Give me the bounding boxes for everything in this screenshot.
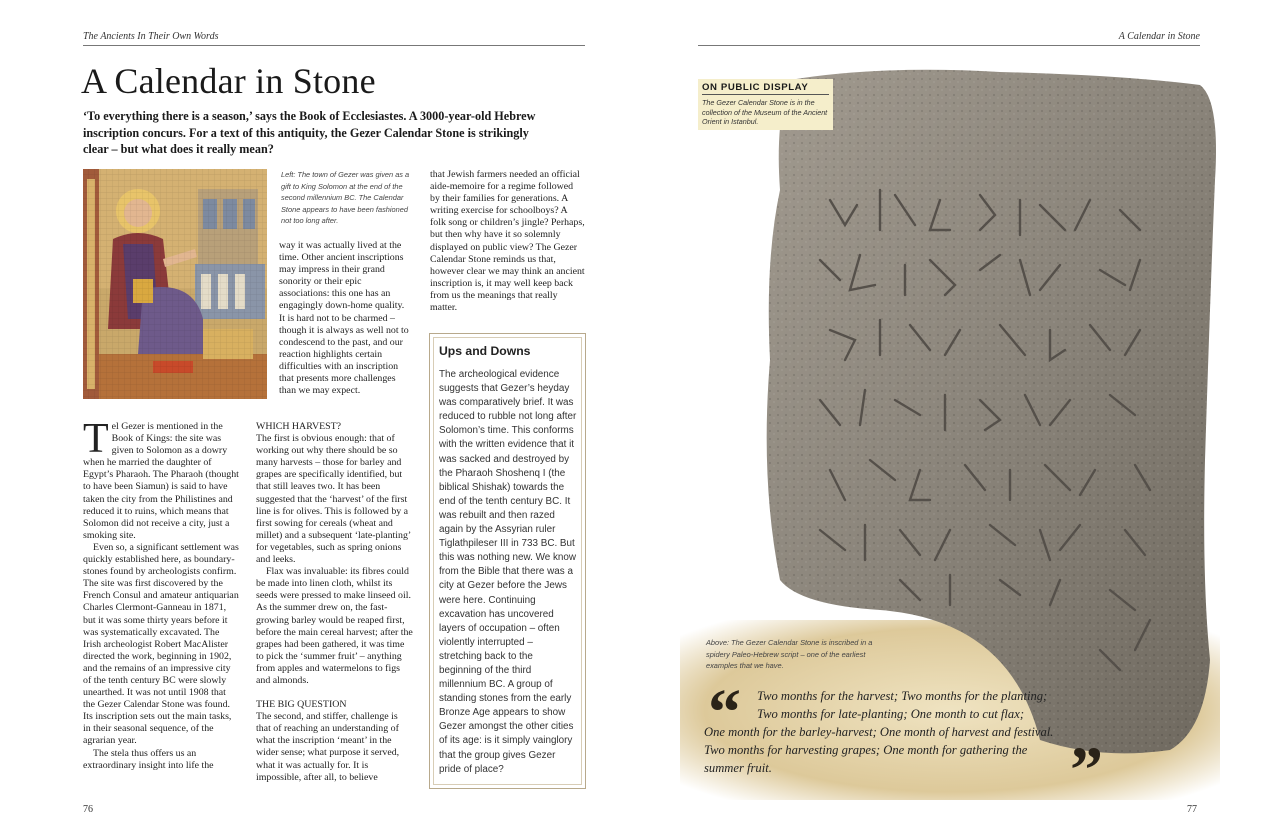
quote-line-2: Two months for late-planting; One month to cut flax; xyxy=(757,707,1025,721)
page-number-right: 77 xyxy=(1187,804,1197,815)
stone-caption: Above: The Gezer Calendar Stone is inscribed in a spidery Paleo-Hebrew script – one of the earliest examples that we have. xyxy=(706,638,873,670)
quote-line-3: One month for the barley-harvest; One month of harvest and festival. xyxy=(704,725,1054,739)
body-paragraph: Tel Gezer is mentioned in the Book of Kings: the site was given to Solomon as a dowry when he married the daughter of Egypt’s Pharaoh. The Pharaoh (thought to have been Siamun) is said to have taken the city from the Philistines and reduced it to ruins, which means that Solomon did not receive a city, just a smoking site. xyxy=(83,416,239,541)
header-rule-left xyxy=(83,45,585,46)
sidebar-ups-and-downs xyxy=(429,333,586,789)
body-paragraph: Even so, a significant settlement was quickly established here, as boundary-stones found by archeologists confirm. The site was first discovered by the French Consul and amateur antiquarian Charles Clermont-Ganneau in 1871, but it was some thirty years before it was systematically excavated. The Irish archeologist Robert MacAlister directed the work, beginning in 1902, and the remains of an impressive city of the tenth century BC were slowly unearthed. It was not until 1908 that the Gezer Calendar Stone was found. Its inscription sets out the main tasks, in their seasonal sequence, of the agrarian year. xyxy=(83,541,239,747)
header-rule-right xyxy=(698,45,1200,46)
body-paragraph: The stela thus offers us an extraordinary insight into life the xyxy=(83,747,214,771)
open-quote-mark: “ xyxy=(708,676,741,749)
body-paragraph: way it was actually lived at the time. Other ancient inscriptions may impress in their grand sonority or their epic associations: this one has an engagingly down-home quality. It is hard not to be charmed – though it is always as well not to condescend to the past, and our reaction highlights certain difficulties with an inscription that presents more challenges than we may expect. xyxy=(279,240,409,397)
sidebar-text: The archeological evidence suggests that Gezer’s heyday was comparatively brief. It was reduced to rubble not long after Solomon’s time. This conforms with the written evidence that it was sacked and destroyed by the Pharaoh Shoshenq I (the biblical Shishak) towards the end of the tenth century BC. It was rebuilt and then razed again by the Assyrian ruler Tiglathpileser III in 733 BC. But this was nothing new. We know from the Bible that there was a city at Gezer before the Jews were here. Continuing excavation has uncovered layers of occupation – often violently interrupted – stretching back to the beginning of the third millennium BC. A group of standing stones from the early Bronze Age appears to show Gezer amongst the other cities of its age: is it simply vainglory that the group gives Gezer pride of place? xyxy=(439,369,577,775)
section-heading-big-question: THE BIG QUESTION xyxy=(256,699,347,711)
sidebar-title: Ups and Downs xyxy=(439,344,531,358)
quote-line-5: summer fruit. xyxy=(704,761,772,775)
body-col2-top xyxy=(279,240,412,397)
quote-line-4: Two months for harvesting grapes; One month for gathering the xyxy=(704,743,1028,757)
section-heading-which-harvest: WHICH HARVEST? xyxy=(256,421,342,432)
page-title: A Calendar in Stone xyxy=(81,61,376,101)
quote-line-1: Two months for the harvest; Two months for the planting; xyxy=(757,689,1048,703)
close-quote-mark: ” xyxy=(1070,734,1103,807)
body-paragraph: The second, and stiffer, challenge is that of reaching an understanding of what the inscription ‘meant’ in the wider sense; what purpose it served, what it was actually for. It is impossible, after all, to believe xyxy=(256,711,400,783)
body-paragraph: that Jewish farmers needed an official aide-memoire for a regime followed by their families for generations. A writing exercise for schoolboys? A folk song or children’s jingle? Perhaps, but then why have it so solemnly displayed on public view? The Gezer Calendar Stone reminds us that, however clear we may think an ancient inscription is, it may well keep back from us the meanings that really matter. xyxy=(430,169,585,314)
body-paragraph: Flax was invaluable: its fibres could be made into linen cloth, whilst its seeds were pressed to make linseed oil. As the summer drew on, the fast-growing barley would be reaped first, before the main cereal harvest; after the grapes had been gathered, it was time to pick the ‘summer fruit’ – anything from apples and watermelons to figs and almonds. xyxy=(256,566,413,686)
intro-paragraph: ‘To everything there is a season,’ says the Book of Ecclesiastes. A 3000-year-old Hebrew inscription concurs. For a text of this antiquity, the Gezer Calendar Stone is strikingly clear – but what does it really mean? xyxy=(83,109,536,156)
public-display-text: The Gezer Calendar Stone is in the collection of the Museum of the Ancient Orient in Istanbul. xyxy=(702,98,828,127)
running-head-left: The Ancients In Their Own Words xyxy=(83,31,219,42)
running-head-right: A Calendar in Stone xyxy=(1118,31,1200,42)
drop-cap: T xyxy=(83,416,109,462)
body-paragraph: The first is obvious enough: that of working out why there should be so many harvests – those for barley and grapes are specifically identified, but that still leaves two. It has been suggested that the ‘harvest’ of the first line is for olives. This is followed by a first sowing for cereals (wheat and millet) and a subsequent ‘late-planting’ for vegetables, such as spring onions and leeks. xyxy=(256,433,411,566)
solomon-mosaic-image xyxy=(83,169,267,399)
page-number-left: 76 xyxy=(83,804,93,815)
public-display-heading: ON PUBLIC DISPLAY xyxy=(702,82,829,95)
mosaic-caption: Left: The town of Gezer was given as a gift to King Solomon at the end of the second millennium BC. The Calendar Stone appears to have been fashioned not too long after. xyxy=(281,170,410,226)
body-column-2 xyxy=(256,421,413,784)
body-column-3 xyxy=(430,169,585,314)
public-display-box xyxy=(698,79,833,130)
body-column-1 xyxy=(83,416,239,772)
